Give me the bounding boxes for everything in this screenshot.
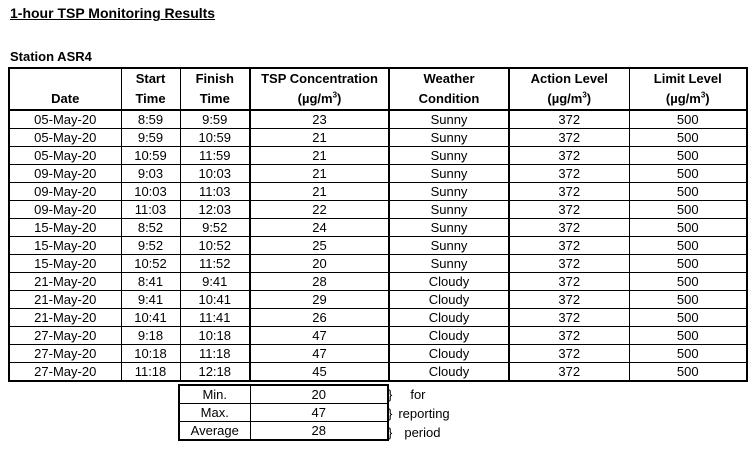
table-header-row xyxy=(9,68,747,110)
brace-glyph: } xyxy=(388,406,393,421)
results-table xyxy=(8,67,748,382)
cell-tsp: 22 xyxy=(250,201,389,219)
header-start-time: Start Time xyxy=(121,68,180,110)
cell-limit-level: 500 xyxy=(629,309,747,327)
cell-finish-time: 11:59 xyxy=(180,147,250,165)
cell-action-level: 372 xyxy=(509,255,629,273)
cell-start-time: 10:59 xyxy=(121,147,180,165)
summary-table xyxy=(178,384,389,441)
page-title: 1-hour TSP Monitoring Results xyxy=(10,5,216,21)
cell-date: 21-May-20 xyxy=(9,273,121,291)
cell-limit-level: 500 xyxy=(629,201,747,219)
cell-finish-time: 10:59 xyxy=(180,129,250,147)
cell-finish-time: 9:59 xyxy=(180,110,250,129)
cell-action-level: 372 xyxy=(509,129,629,147)
cell-start-time: 8:41 xyxy=(121,273,180,291)
cell-tsp: 21 xyxy=(250,147,389,165)
brace-glyph: } xyxy=(388,425,393,440)
summary-row xyxy=(179,385,388,404)
cell-date: 21-May-20 xyxy=(9,309,121,327)
cell-finish-time: 11:18 xyxy=(180,345,250,363)
cell-action-level: 372 xyxy=(509,363,629,382)
cell-start-time: 10:52 xyxy=(121,255,180,273)
table-row xyxy=(9,129,747,147)
cell-start-time: 10:18 xyxy=(121,345,180,363)
cell-limit-level: 500 xyxy=(629,273,747,291)
cell-weather: Cloudy xyxy=(389,291,509,309)
table-row xyxy=(9,327,747,345)
cell-tsp: 24 xyxy=(250,219,389,237)
table-row xyxy=(9,201,747,219)
cell-tsp: 21 xyxy=(250,129,389,147)
cell-limit-level: 500 xyxy=(629,165,747,183)
table-row xyxy=(9,165,747,183)
table-row xyxy=(9,219,747,237)
table-body xyxy=(9,110,747,381)
cell-finish-time: 9:52 xyxy=(180,219,250,237)
cell-tsp: 26 xyxy=(250,309,389,327)
table-row xyxy=(9,273,747,291)
cell-start-time: 11:18 xyxy=(121,363,180,382)
cell-limit-level: 500 xyxy=(629,219,747,237)
cell-finish-time: 10:03 xyxy=(180,165,250,183)
cell-finish-time: 10:52 xyxy=(180,237,250,255)
cell-start-time: 9:18 xyxy=(121,327,180,345)
cell-action-level: 372 xyxy=(509,147,629,165)
cell-limit-level: 500 xyxy=(629,129,747,147)
cell-action-level: 372 xyxy=(509,309,629,327)
cell-start-time: 8:59 xyxy=(121,110,180,129)
summary-brace-note xyxy=(388,424,440,441)
cell-tsp: 29 xyxy=(250,291,389,309)
cell-date: 27-May-20 xyxy=(9,327,121,345)
cell-limit-level: 500 xyxy=(629,291,747,309)
cell-finish-time: 9:41 xyxy=(180,273,250,291)
cell-tsp: 21 xyxy=(250,183,389,201)
cell-date: 15-May-20 xyxy=(9,237,121,255)
table-row xyxy=(9,237,747,255)
table-row xyxy=(9,345,747,363)
cell-limit-level: 500 xyxy=(629,255,747,273)
header-limit-level: Limit Level $(\mu g/m^3)$ xyxy=(629,68,747,110)
cell-tsp: 25 xyxy=(250,237,389,255)
summary-note-text: period xyxy=(404,425,441,440)
header-date: Date xyxy=(9,68,121,110)
table-row xyxy=(9,147,747,165)
cell-finish-time: 11:03 xyxy=(180,183,250,201)
cell-weather: Cloudy xyxy=(389,363,509,382)
table-row xyxy=(9,291,747,309)
summary-value: 47 xyxy=(250,404,388,422)
cell-weather: Cloudy xyxy=(389,345,509,363)
cell-weather: Sunny xyxy=(389,183,509,201)
cell-weather: Sunny xyxy=(389,147,509,165)
cell-start-time: 9:03 xyxy=(121,165,180,183)
cell-weather: Sunny xyxy=(389,201,509,219)
summary-label: Min. xyxy=(179,385,250,404)
cell-tsp: 28 xyxy=(250,273,389,291)
cell-finish-time: 11:41 xyxy=(180,309,250,327)
cell-start-time: 9:59 xyxy=(121,129,180,147)
header-tsp-concentration: TSP Concentration $(\mu g/m^3)$ xyxy=(250,68,389,110)
cell-weather: Sunny xyxy=(389,110,509,129)
table-row xyxy=(9,363,747,382)
cell-date: 27-May-20 xyxy=(9,345,121,363)
cell-tsp: 47 xyxy=(250,345,389,363)
header-action-level: Action Level $(\mu g/m^3)$ xyxy=(509,68,629,110)
cell-start-time: 9:52 xyxy=(121,237,180,255)
cell-tsp: 23 xyxy=(250,110,389,129)
station-label: Station ASR4 xyxy=(10,49,92,64)
table-row xyxy=(9,183,747,201)
summary-note-text: for xyxy=(410,387,426,402)
cell-finish-time: 10:41 xyxy=(180,291,250,309)
cell-date: 05-May-20 xyxy=(9,129,121,147)
cell-limit-level: 500 xyxy=(629,327,747,345)
cell-tsp: 45 xyxy=(250,363,389,382)
cell-weather: Sunny xyxy=(389,129,509,147)
summary-value: 28 xyxy=(250,422,388,441)
cell-start-time: 8:52 xyxy=(121,219,180,237)
summary-brace-note xyxy=(388,405,450,422)
table-row xyxy=(9,255,747,273)
cell-start-time: 9:41 xyxy=(121,291,180,309)
summary-row xyxy=(179,404,388,422)
cell-tsp: 20 xyxy=(250,255,389,273)
summary-brace-note xyxy=(388,386,426,403)
cell-weather: Cloudy xyxy=(389,309,509,327)
cell-action-level: 372 xyxy=(509,183,629,201)
header-finish-time: Finish Time xyxy=(180,68,250,110)
cell-action-level: 372 xyxy=(509,291,629,309)
cell-start-time: 11:03 xyxy=(121,201,180,219)
cell-action-level: 372 xyxy=(509,273,629,291)
cell-action-level: 372 xyxy=(509,201,629,219)
cell-limit-level: 500 xyxy=(629,183,747,201)
cell-action-level: 372 xyxy=(509,237,629,255)
cell-start-time: 10:03 xyxy=(121,183,180,201)
cell-weather: Cloudy xyxy=(389,327,509,345)
cell-tsp: 21 xyxy=(250,165,389,183)
cell-date: 09-May-20 xyxy=(9,183,121,201)
cell-start-time: 10:41 xyxy=(121,309,180,327)
summary-note-text: reporting xyxy=(398,406,450,421)
summary-label: Average xyxy=(179,422,250,441)
cell-date: 15-May-20 xyxy=(9,255,121,273)
cell-tsp: 47 xyxy=(250,327,389,345)
summary-row xyxy=(179,422,388,441)
table-row xyxy=(9,309,747,327)
cell-weather: Sunny xyxy=(389,237,509,255)
cell-limit-level: 500 xyxy=(629,345,747,363)
cell-finish-time: 12:18 xyxy=(180,363,250,382)
brace-glyph: } xyxy=(388,387,393,402)
cell-date: 09-May-20 xyxy=(9,201,121,219)
cell-finish-time: 12:03 xyxy=(180,201,250,219)
cell-date: 05-May-20 xyxy=(9,147,121,165)
cell-limit-level: 500 xyxy=(629,363,747,382)
cell-finish-time: 11:52 xyxy=(180,255,250,273)
summary-value: 20 xyxy=(250,385,388,404)
cell-weather: Sunny xyxy=(389,219,509,237)
cell-date: 27-May-20 xyxy=(9,363,121,382)
cell-action-level: 372 xyxy=(509,219,629,237)
cell-limit-level: 500 xyxy=(629,110,747,129)
cell-action-level: 372 xyxy=(509,345,629,363)
cell-date: 09-May-20 xyxy=(9,165,121,183)
cell-weather: Cloudy xyxy=(389,273,509,291)
cell-action-level: 372 xyxy=(509,110,629,129)
cell-date: 05-May-20 xyxy=(9,110,121,129)
cell-date: 15-May-20 xyxy=(9,219,121,237)
cell-limit-level: 500 xyxy=(629,237,747,255)
cell-action-level: 372 xyxy=(509,327,629,345)
summary-label: Max. xyxy=(179,404,250,422)
cell-action-level: 372 xyxy=(509,165,629,183)
header-weather-condition: Weather Condition xyxy=(389,68,509,110)
cell-limit-level: 500 xyxy=(629,147,747,165)
table-row xyxy=(9,110,747,129)
cell-date: 21-May-20 xyxy=(9,291,121,309)
cell-weather: Sunny xyxy=(389,255,509,273)
cell-weather: Sunny xyxy=(389,165,509,183)
cell-finish-time: 10:18 xyxy=(180,327,250,345)
